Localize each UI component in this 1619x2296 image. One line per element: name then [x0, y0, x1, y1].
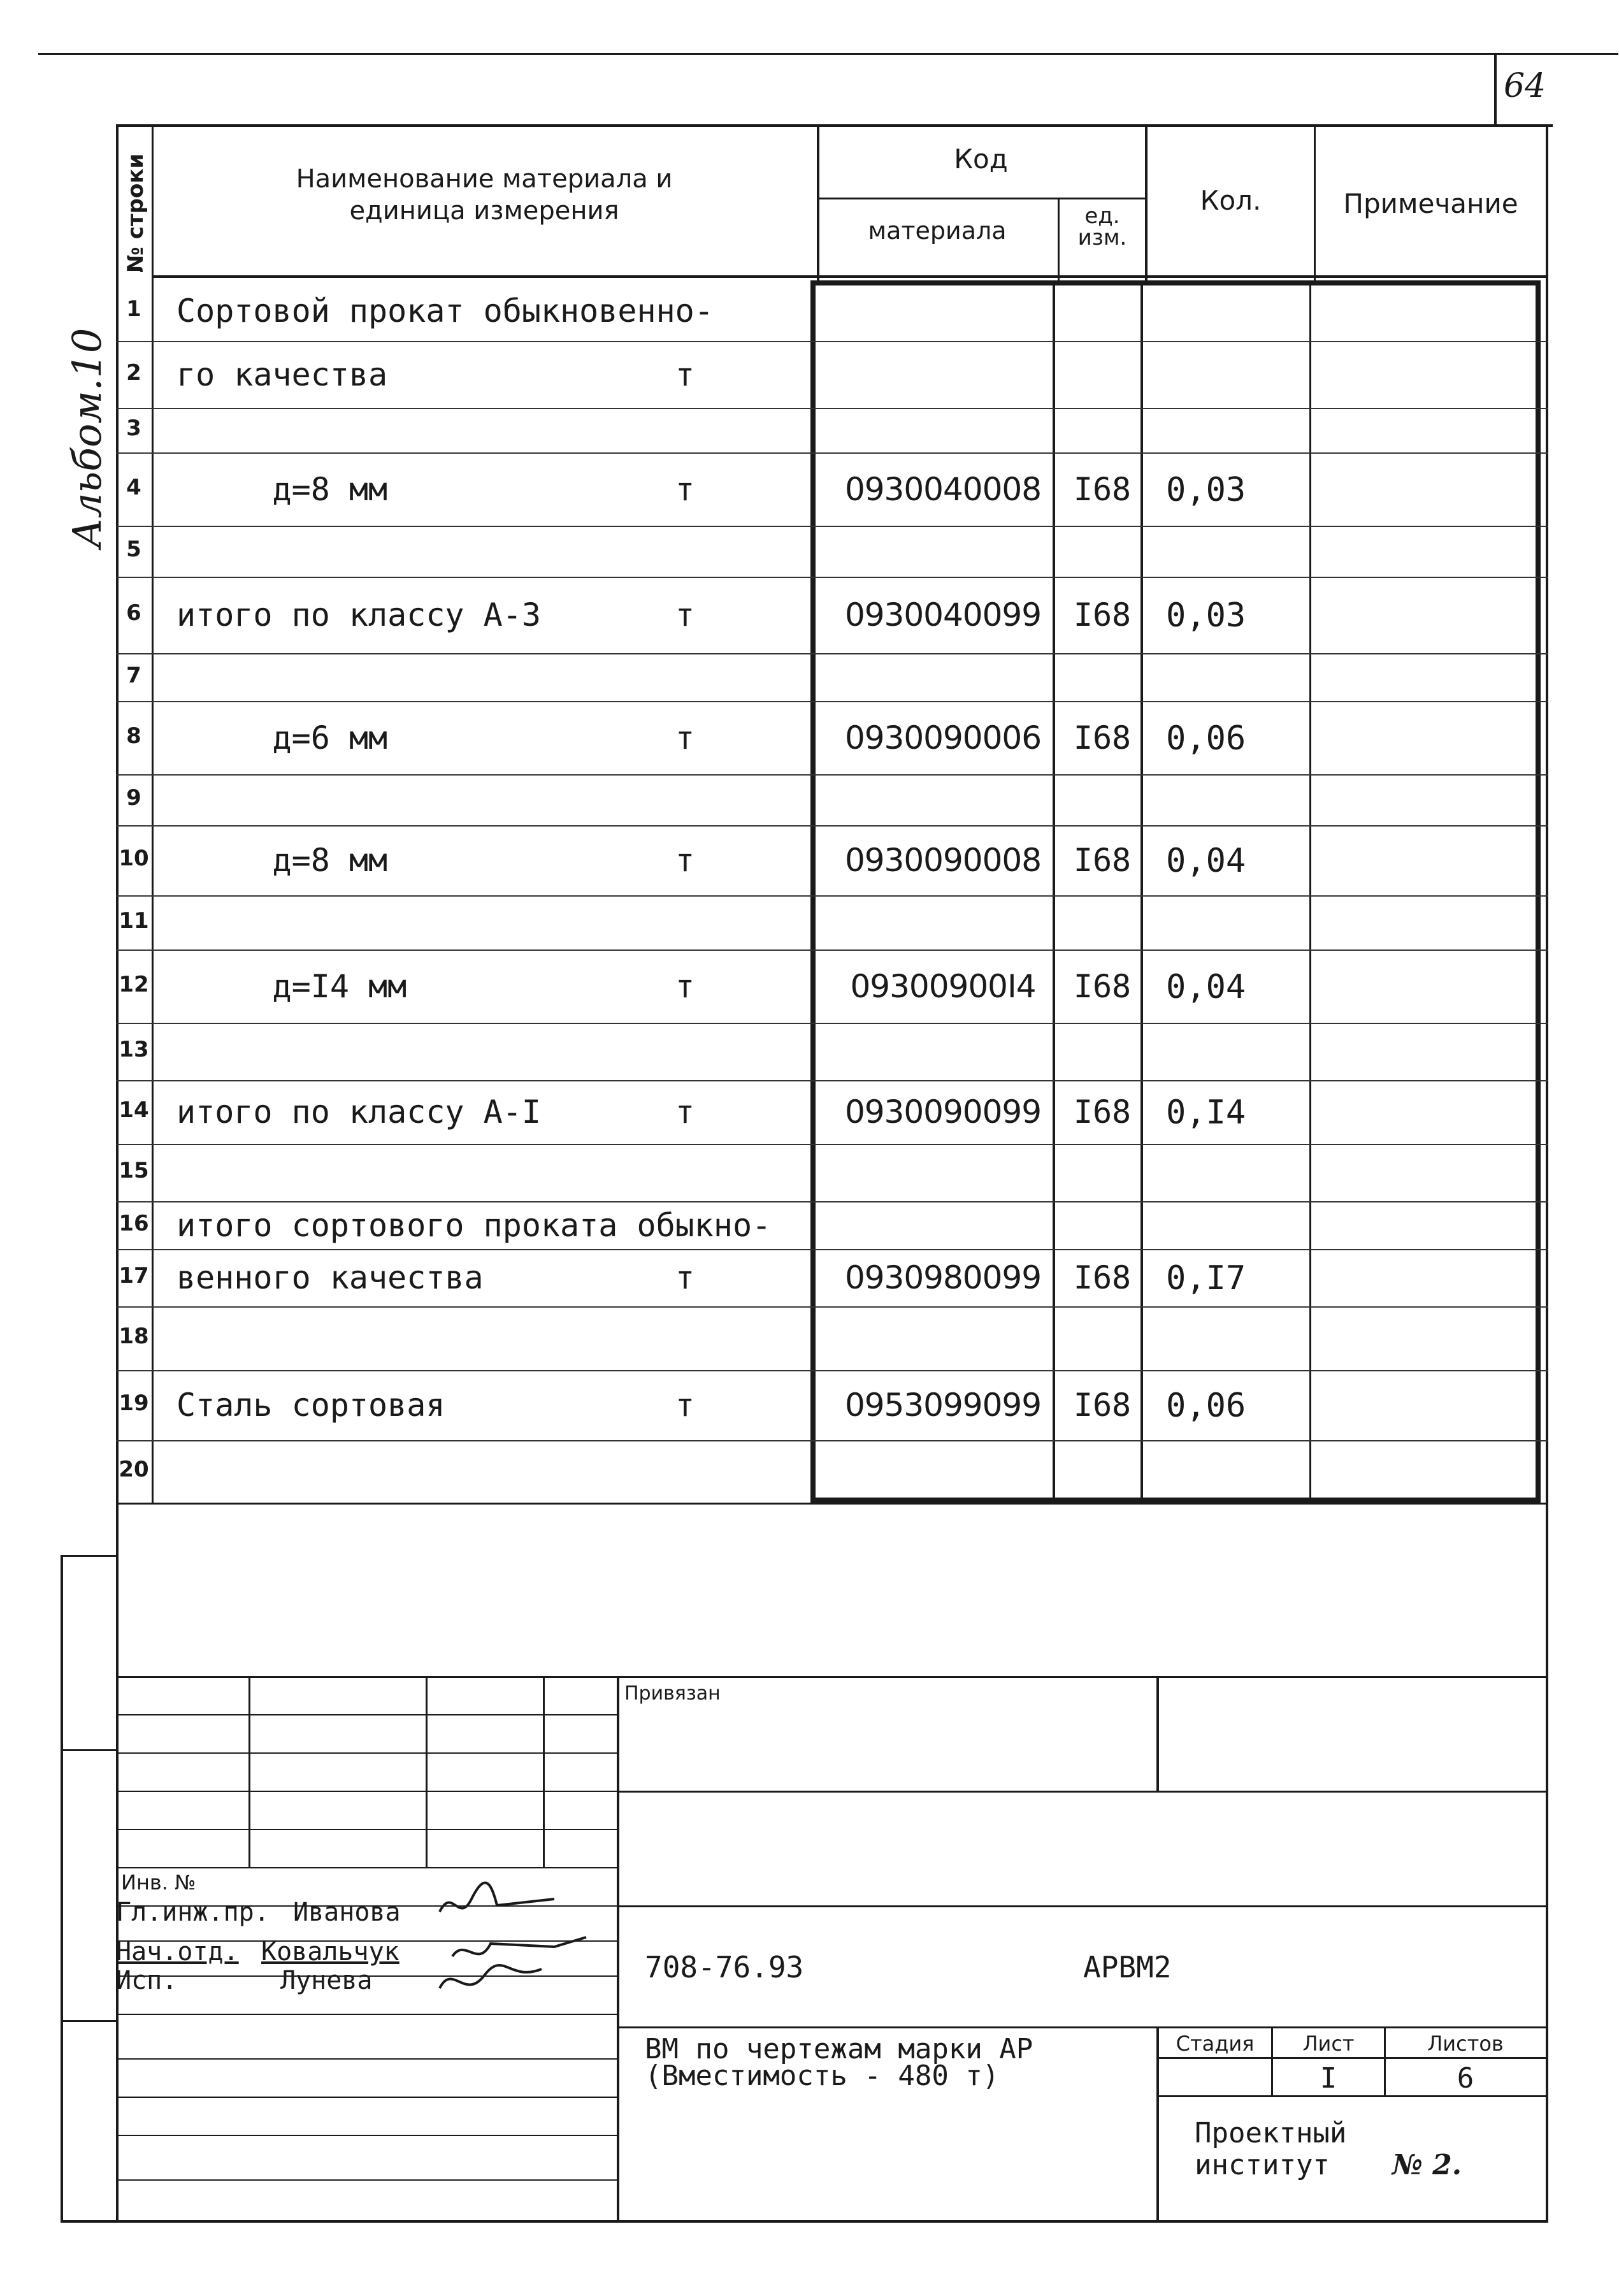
row-number: 19: [119, 1390, 149, 1416]
row-material-code: 0930090006: [844, 719, 1042, 756]
row-rule: [116, 341, 1548, 342]
row-number: 18: [119, 1324, 149, 1349]
row-number: 13: [119, 1037, 149, 1062]
row-number: 11: [119, 907, 149, 934]
row-rule: [116, 774, 1548, 776]
row-quantity: 0,04: [1166, 842, 1246, 880]
code-block-frame: [810, 280, 1541, 1503]
stamp-outer-left: [61, 1555, 63, 2222]
row-number: 16: [119, 1210, 149, 1236]
stamp-title-line2: (Вместимость - 480 т): [645, 2060, 1000, 2092]
row-number: 8: [126, 723, 141, 749]
table-right-border: [1546, 124, 1548, 2222]
row-unit-code: I68: [1073, 596, 1132, 633]
row-number: 1: [126, 296, 141, 322]
stamp-sheet-value: I: [1320, 2062, 1337, 2095]
row-material-name: итого сортового проката обыкно-: [176, 1206, 772, 1244]
row-material-name: Сортовой прокат обыкновенно-: [176, 292, 714, 329]
row-rule: [116, 577, 1548, 578]
row-material-name: итого по классу А-3: [176, 596, 541, 633]
stamp-left-rule: [116, 2179, 617, 2181]
stamp-left-rule: [116, 1752, 617, 1754]
stamp-rule-title: [617, 2026, 1548, 2028]
stamp-org-line2: институт: [1195, 2149, 1330, 2181]
stamp-divider-right: [1156, 1676, 1159, 1791]
stamp-rule-stage-values: [1156, 2095, 1548, 2097]
row-material-code: 0930980099: [844, 1259, 1042, 1296]
row-rule: [116, 895, 1548, 897]
body-col-divider-note: [1309, 280, 1311, 1503]
stamp-left-tick-low: [61, 2020, 118, 2022]
stamp-divider-c: [543, 1676, 545, 1867]
row-unit-code: I68: [1073, 967, 1132, 1005]
stamp-rule-code: [617, 1905, 1548, 1907]
row-unit-code: I68: [1073, 1259, 1132, 1296]
stamp-left-tick-top: [61, 1555, 118, 1557]
stamp-org-number: № 2.: [1392, 2149, 1462, 2181]
row-quantity: 0,06: [1166, 719, 1246, 758]
row-material-code: 0953099099: [844, 1387, 1042, 1424]
col-divider-rowno: [152, 124, 154, 1504]
row-number: 7: [126, 662, 141, 688]
stamp-privyazan-label: Привязан: [624, 1682, 721, 1705]
stamp-chief-eng-role: Гл.инж.пр.: [116, 1898, 270, 1927]
stamp-inv-no-label: Инв. №: [121, 1870, 196, 1895]
row-material-name: д=8 мм: [176, 470, 388, 508]
row-number: 9: [126, 785, 141, 811]
stamp-sheet-label: Лист: [1302, 2032, 1355, 2056]
row-rule: [116, 1249, 1548, 1250]
row-unit: т: [675, 1387, 695, 1424]
stamp-left-rule: [116, 2135, 617, 2136]
row-rule: [116, 653, 1548, 654]
stamp-left-rule: [116, 2097, 617, 2098]
header-code: Код: [954, 143, 1008, 175]
row-material-code: 09300900I4: [850, 967, 1036, 1005]
row-number: 20: [119, 1457, 149, 1482]
stamp-sheets-label: Листов: [1427, 2032, 1504, 2056]
row-unit: т: [675, 1094, 695, 1130]
row-rule: [116, 1023, 1548, 1024]
row-material-name: итого по классу А-I: [176, 1094, 541, 1130]
row-number: 15: [119, 1158, 149, 1183]
row-number: 10: [119, 846, 149, 871]
header-code-material: материала: [868, 217, 1007, 245]
row-rule: [116, 526, 1548, 527]
row-unit-code: I68: [1073, 1094, 1132, 1130]
row-rule: [116, 1201, 1548, 1202]
row-number: 3: [126, 415, 141, 441]
row-number: 17: [119, 1263, 149, 1289]
page-number: 64: [1504, 67, 1546, 105]
stamp-left-rule: [116, 2014, 617, 2015]
row-number: 4: [126, 474, 141, 500]
stamp-left-rule: [116, 1714, 617, 1715]
row-unit: т: [675, 356, 695, 393]
stamp-left-rule: [116, 2058, 617, 2060]
row-material-code: 0930090099: [844, 1094, 1042, 1130]
row-unit: т: [675, 842, 695, 879]
row-rule: [116, 452, 1548, 454]
body-col-divider-qty: [1140, 280, 1143, 1503]
stamp-left-rule: [116, 1791, 617, 1792]
body-col-divider-uom: [1053, 280, 1055, 1503]
row-material-code: 0930040008: [844, 470, 1042, 508]
page-bottom-rule: [61, 2220, 1548, 2223]
row-quantity: 0,04: [1166, 967, 1246, 1006]
signatures-drawing: [427, 1861, 618, 2014]
stamp-divider-b: [426, 1676, 428, 1867]
row-rule: [116, 701, 1548, 702]
row-unit: т: [675, 1259, 695, 1296]
row-quantity: 0,I4: [1166, 1094, 1246, 1132]
row-material-code: 0930090008: [844, 842, 1042, 879]
stamp-divider-a: [248, 1676, 250, 1867]
row-material-name: го качества: [176, 356, 388, 393]
page-number-box-divider: [1494, 53, 1497, 126]
header-name-line1: Наименование материала и: [296, 164, 673, 194]
row-unit: т: [675, 596, 695, 633]
row-number: 6: [126, 600, 141, 626]
row-unit-code: I68: [1073, 470, 1132, 508]
row-material-name: венного качества: [176, 1259, 484, 1296]
stamp-left-rule: [116, 1829, 617, 1830]
row-rule: [116, 1440, 1548, 1441]
stamp-doc-code: 708-76.93: [645, 1950, 804, 1984]
stamp-executor-role: Исп.: [116, 1966, 178, 1995]
header-qty: Кол.: [1200, 185, 1262, 216]
stamp-sheets-value: 6: [1457, 2062, 1474, 2095]
row-unit-code: I68: [1073, 719, 1132, 756]
row-quantity: 0,03: [1166, 596, 1246, 635]
row-material-name: д=I4 мм: [176, 967, 407, 1005]
row-unit-code: I68: [1073, 1387, 1132, 1424]
stamp-stage-label: Стадия: [1176, 2032, 1255, 2056]
row-unit: т: [675, 470, 695, 508]
row-material-name: д=8 мм: [176, 842, 388, 879]
row-rule: [116, 1306, 1548, 1308]
row-rule: [116, 408, 1548, 409]
row-quantity: 0,I7: [1166, 1259, 1246, 1297]
row-quantity: 0,06: [1166, 1387, 1246, 1425]
row-number: 12: [119, 971, 149, 997]
stamp-chief-eng-name: Иванова: [293, 1898, 401, 1927]
stamp-rule-privyazan: [617, 1791, 1548, 1793]
header-note: Примечание: [1343, 188, 1518, 219]
row-number: 14: [119, 1097, 149, 1123]
row-rule: [116, 1144, 1548, 1145]
table-top-border: [116, 124, 1553, 127]
stamp-title-line1: ВМ по чертежам марки АР: [645, 2033, 1033, 2065]
top-rule: [38, 53, 1618, 55]
row-material-name: Сталь сортовая: [176, 1387, 445, 1424]
row-unit-code: I68: [1073, 842, 1132, 879]
stamp-left-tick-mid: [61, 1749, 118, 1751]
row-number: 5: [126, 537, 141, 562]
stamp-org-line1: Проектный: [1195, 2117, 1347, 2149]
row-number: 2: [126, 359, 141, 386]
stamp-doc-mark: АРВМ2: [1083, 1950, 1172, 1984]
row-rule: [116, 1080, 1548, 1081]
row-rule: [116, 949, 1548, 951]
stamp-divider-stage: [1156, 2026, 1159, 2222]
header-code-unit: ед. изм.: [1077, 203, 1127, 250]
row-quantity: 0,03: [1166, 470, 1246, 509]
stamp-dept-head-name: Ковальчук: [261, 1937, 399, 1967]
row-unit: т: [675, 967, 695, 1005]
row-rule: [116, 825, 1548, 827]
header-bottom-rule: [152, 275, 1546, 278]
row-rule: [116, 1370, 1548, 1371]
row-unit: т: [675, 719, 695, 756]
stamp-rule-stage-header: [1156, 2057, 1548, 2059]
row-material-code: 0930040099: [844, 596, 1042, 633]
stamp-top-rule: [116, 1676, 1548, 1678]
stamp-dept-head-role: Нач.отд.: [116, 1937, 239, 1967]
header-row-number: № строки: [123, 153, 148, 273]
margin-note: Альбом.10: [64, 328, 110, 548]
stamp-executor-name: Лунева: [280, 1966, 373, 1995]
row-material-name: д=6 мм: [176, 719, 388, 756]
table-body-bottom-rule: [116, 1503, 1548, 1505]
header-code-sub-rule: [817, 198, 1145, 199]
header-name-line2: единица измерения: [349, 196, 619, 226]
